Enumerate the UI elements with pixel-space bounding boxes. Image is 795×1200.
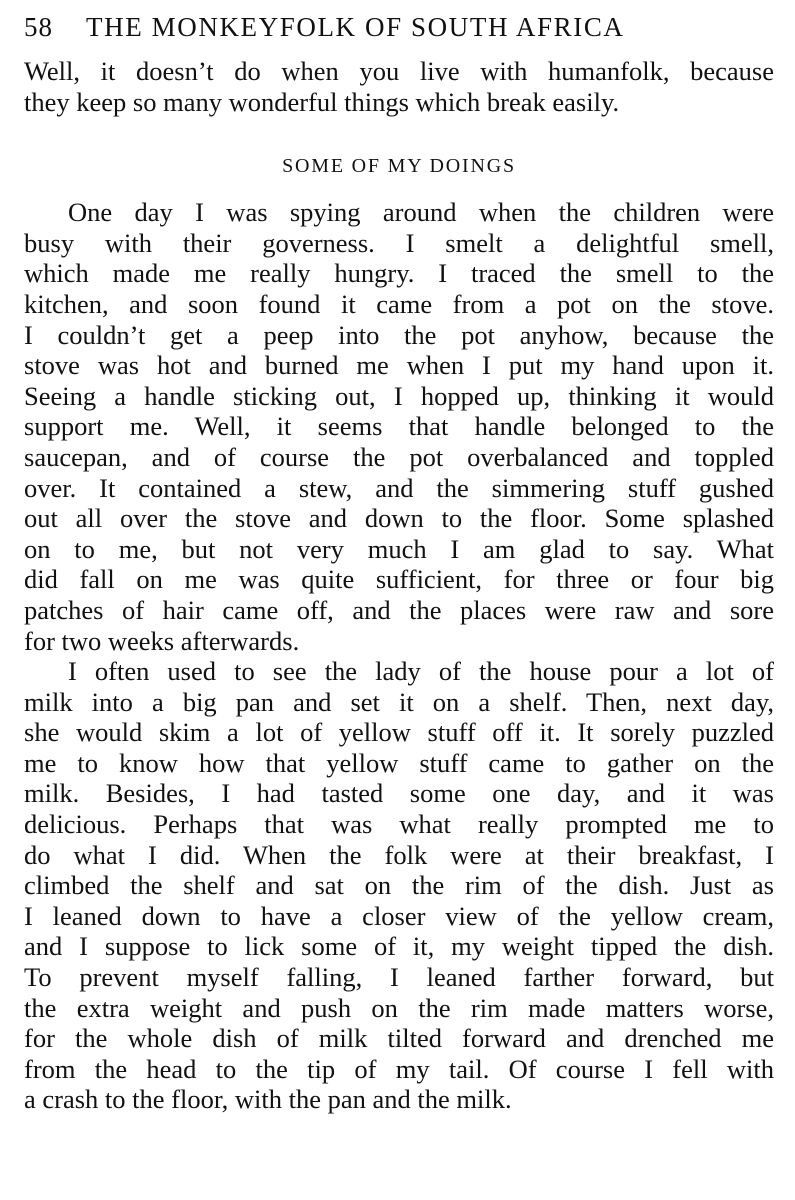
text-line: me to know how that yellow stuff came to gather on the xyxy=(24,747,774,778)
text-line: busy with their governess. I smelt a delightful smell, xyxy=(24,227,774,258)
text-line: a crash to the floor, with the pan and the milk. xyxy=(24,1084,512,1115)
text-line: I couldn’t get a peep into the pot anyhow, because the xyxy=(24,319,774,350)
text-line: stove was hot and burned me when I put my hand upon it. xyxy=(24,350,774,381)
text-line: over. It contained a stew, and the simmering stuff gushed xyxy=(24,472,774,503)
text-line: on to me, but not very much I am glad to say. What xyxy=(24,533,774,564)
text-line: Seeing a handle sticking out, I hopped up, thinking it would xyxy=(24,380,774,411)
text-line: climbed the shelf and sat on the rim of the dish. Just as xyxy=(24,870,774,901)
text-line: One day I was spying around when the children were xyxy=(68,197,774,228)
paragraph-2 xyxy=(24,656,774,1115)
text-line: out all over the stove and down to the floor. Some splashed xyxy=(24,503,774,534)
text-line: and I suppose to lick some of it, my weight tipped the dish. xyxy=(24,931,774,962)
text-line: I often used to see the lady of the house pour a lot of xyxy=(68,656,774,687)
text-line: patches of hair came off, and the places were raw and sore xyxy=(24,594,774,625)
text-line: for the whole dish of milk tilted forward and drenched me xyxy=(24,1023,774,1054)
text-line: do what I did. When the folk were at their breakfast, I xyxy=(24,839,774,870)
text-line: for two weeks afterwards. xyxy=(24,625,300,656)
text-line: delicious. Perhaps that was what really prompted me to xyxy=(24,809,774,840)
text-line: the extra weight and push on the rim made matters worse, xyxy=(24,992,774,1023)
intro-text xyxy=(24,56,774,117)
running-title: THE MONKEYFOLK OF SOUTH AFRICA xyxy=(86,12,625,42)
paragraph-1 xyxy=(24,197,774,656)
book-page xyxy=(24,12,774,1115)
text-line: I leaned down to have a closer view of the yellow cream, xyxy=(24,900,774,931)
section-heading: SOME OF MY DOINGS xyxy=(282,155,516,178)
text-line: saucepan, and of course the pot overbalanced and toppled xyxy=(24,441,774,472)
text-line: support me. Well, it seems that handle belonged to the xyxy=(24,411,774,442)
text-line: they keep so many wonderful things which break easily. xyxy=(24,86,620,117)
page-header xyxy=(24,12,774,56)
page-number: 58 xyxy=(24,12,53,42)
text-line: which made me really hungry. I traced the smell to the xyxy=(24,258,774,289)
text-line: did fall on me was quite sufficient, for three or four big xyxy=(24,564,774,595)
text-line: milk into a big pan and set it on a shelf. Then, next day, xyxy=(24,686,774,717)
text-line: from the head to the tip of my tail. Of course I fell with xyxy=(24,1053,774,1084)
text-line: Well, it doesn’t do when you live with humanfolk, because xyxy=(24,56,774,86)
text-line: To prevent myself falling, I leaned farther forward, but xyxy=(24,962,774,993)
text-line: she would skim a lot of yellow stuff off it. It sorely puzzled xyxy=(24,717,774,748)
text-line: kitchen, and soon found it came from a pot on the stove. xyxy=(24,288,774,319)
text-line: milk. Besides, I had tasted some one day, and it was xyxy=(24,778,774,809)
